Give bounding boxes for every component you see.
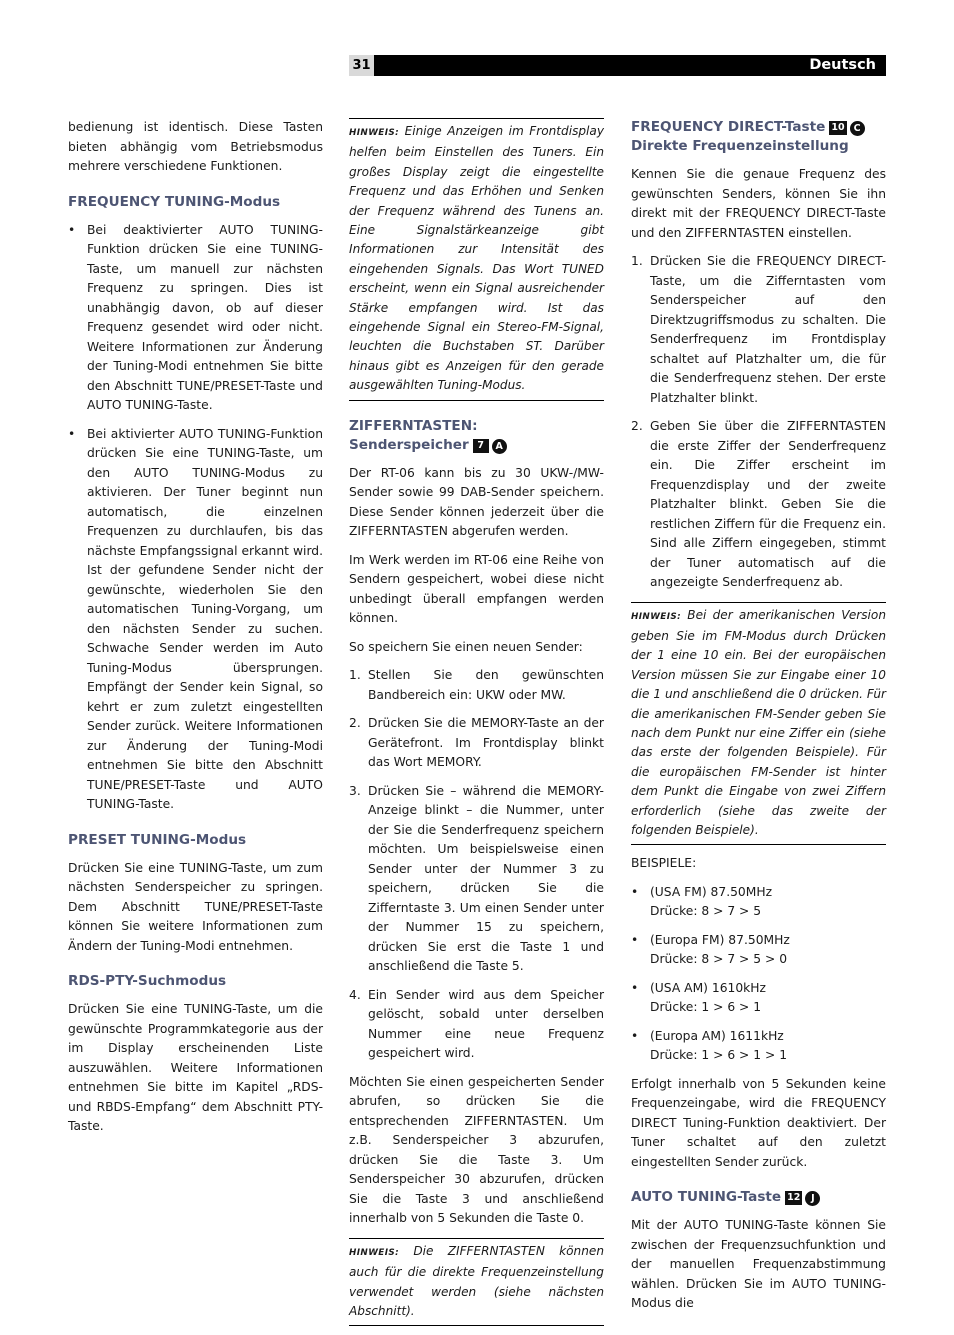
paragraph: Kennen Sie die genaue Frequenz des gewünschten Senders, können Sie ihn direkt mit der FREQUENCY DIRECT-Taste und den ZIFFERNTASTEN einstellen. [631,167,886,240]
key-number-badge: 12 [787,1192,801,1204]
page-header-bar [349,55,886,76]
frequency-direct-steps [631,252,886,593]
list-item: • Bei deaktivierter AUTO TUNING-Funktion drücken Sie eine TUNING-Taste, um manuell zur nächsten Frequenz zu springen. Dies ist unabhängig davon, ob auf dieser Frequenz gesendet wird oder nicht. Weitere Informationen zur Änderung der Tuning-Modi entnehmen Sie bitte den Abschnitt TUNE/PRESET-Taste und AUTO TUNING-Taste. [68,222,323,412]
note-text: Die ZIFFERNTASTEN können auch für die direkte Frequenzeinstellung verwendet werden (siehe nächsten Abschnitt). [349,1243,604,1318]
list-item: • (USA AM) 1610kHz Drücke: 1 > 6 > 1 [631,980,766,1015]
list-item: 4. Ein Sender wird aus dem Speicher gelöscht, sobald unter derselben Nummer eine neue Frequenz gespeichert wird. [349,987,604,1061]
note-tag: HINWEIS: [349,128,400,138]
frequency-tuning-heading: FREQUENCY TUNING-Modus [68,193,281,210]
note-box [349,118,604,401]
auto-tuning-heading: AUTO TUNING-Taste 12 J [631,1188,886,1207]
list-item: 2. Drücken Sie die MEMORY-Taste an der Gerätefront. Im Frontdisplay blinkt das Wort MEMORY. [349,716,604,770]
frequency-direct-heading: FREQUENCY DIRECT-Taste 10 C Direkte Frequenzeinstellung [631,118,886,156]
note-tag: HINWEIS: [349,1247,400,1258]
paragraph: Im Werk werden im RT-06 eine Reihe von Sendern gespeichert, wobei diese nicht unbedingt überall empfangen werden können. [349,552,604,626]
bullet-icon: • [68,222,76,237]
column-left [68,118,323,1146]
bullet-icon: • [631,884,639,899]
remote-key-badge: C [850,121,865,136]
key-number-badge: 10 [831,122,845,133]
zifferntasten-heading: ZIFFERNTASTEN: Senderspeicher 7 A [349,417,604,455]
paragraph: Erfolgt innerhalb von 5 Sekunden keine Frequenzeingabe, wird die FREQUENCY DIRECT Tuning-Funktion deaktiviert. Der Tuner schaltet auf den zuletzt eingestellten Sender zurück. [631,1076,886,1169]
remote-key-badge: J [805,1191,820,1206]
bullet-icon: • [631,932,639,947]
language-label: Deutsch [809,57,876,73]
note-box [631,602,886,846]
note-text: Einige Anzeigen im Frontdisplay helfen beim Einstellen des Tuners. Ein großes Display zeigt die eingestellte Frequenz und das Erhöhen und Senken der Frequenz während des Tunens an. Eine Signalstärkeanzeige gibt Informationen zur Intensität des eingehenden Signals. Das Wort TUNED erscheint, wenn ein Signal ausreichender Stärke empfangen wird. Ist das eingehende Signal ein Stereo-FM-Signal, leuchten die Buchstaben ST. Darüber hinaus gibt es Anzeigen für den gerade ausgewählten Tuning-Modus. [349,124,604,393]
frequency-tuning-list [68,221,323,815]
examples-label: BEISPIELE: [631,856,697,871]
list-item: • (Europa AM) 1611kHz Drücke: 1 > 6 > 1 > 1 [631,1028,788,1063]
column-right [631,118,886,1323]
list-item: 3. Drücken Sie – während die MEMORY-Anzeige blinkt – die Nummer, unter der Sie die Senderfrequenz speichern möchten. Um beispielsweise einen Sender unter der Nummer 3 zu speichern, drücken Sie die Zifferntaste 3. Um einen Sender unter der Nummer 15 zu speichern, drücken Sie erst die Taste 1 und anschließend die Taste 5. [349,783,604,974]
remote-key-badge: A [492,439,507,454]
preset-tuning-heading: PRESET TUNING-Modus [68,831,247,848]
key-number-badge: 7 [473,439,489,453]
rds-pty-paragraph: Drücken Sie eine TUNING-Taste, um die gewünschte Programmkategorie aus der im Display erscheinenden Liste auszuwählen. Weitere Informationen entnehmen Sie bitte im Kapitel „RDS- und RBDS-Empfang“ dem Abschnitt PTY-Taste. [68,1002,323,1133]
list-item: 1. Stellen Sie den gewünschten Bandbereich ein: UKW oder MW. [349,668,604,702]
intro-paragraph: bedienung ist identisch. Diese Tasten bieten abhängig vom Betriebsmodus mehrere verschiedene Funktionen. [68,120,323,173]
paragraph: Der RT-06 kann bis zu 30 UKW-/MW-Sender sowie 99 DAB-Sender speichern. Diese Sender können jederzeit über die ZIFFERNTASTEN abgerufen werden. [349,465,604,539]
list-item: • (Europa FM) 87.50MHz Drücke: 8 > 7 > 5 > 0 [631,932,790,967]
store-steps-list [349,666,604,1064]
page-number: 31 [349,55,374,76]
list-item: • (USA FM) 87.50MHz Drücke: 8 > 7 > 5 [631,884,773,919]
paragraph: So speichern Sie einen neuen Sender: [349,639,583,654]
paragraph: Mit der AUTO TUNING-Taste können Sie zwischen der Frequenzsuchfunktion und der manuellen Frequenzabstimmung wählen. Drücken Sie im AUTO TUNING-Modus die [631,1218,886,1311]
preset-tuning-paragraph: Drücken Sie eine TUNING-Taste, um zum nächsten Senderspeicher zu springen. Dem Abschnitt TUNE/PRESET-Taste können Sie weitere Informationen zum Ändern der Tuning-Modi entnehmen. [68,860,323,953]
list-item: • Bei aktivierter AUTO TUNING-Funktion drücken Sie eine TUNING-Taste, um den AUTO TUNING-Modus zu aktivieren. Der Tuner beginnt nun automatisch, die einzelnen Frequenzen zu durchlaufen, bis das nächste Empfangssignal erkannt wird. Ist der gefundene Sender nicht der gewünschte, wiederholen Sie den automatischen Tuning-Vorgang, um den nächsten Sender zu suchen. Schwache Sender werden im Auto Tuning-Modus übersprungen. Empfängt der Sender kein Signal, so kehrt er zum zuletzt eingestellten Sender zurück. Weitere Informationen zur Änderung der Tuning-Modi entnehmen Sie bitte den Abschnitt TUNE/PRESET-Taste und AUTO TUNING-Taste. [68,426,323,811]
paragraph: Möchten Sie einen gespeicherten Sender abrufen, so drücken Sie die entsprechenden ZIFFERNTASTEN. Um z.B. Senderspeicher 3 abzurufen, drücken Sie die Taste 3. Um Senderspeicher 30 abzurufen, drücken Sie die Taste 3 und anschließend innerhalb von 5 Sekunden die Taste 0. [349,1074,604,1226]
bullet-icon: • [68,426,76,441]
list-item: 2. Geben Sie über die ZIFFERNTASTEN die erste Ziffer der Senderfrequenz ein. Die Ziffer erscheint im Frequenzdisplay und der zweite Platzhalter blinkt. Geben Sie die restlichen Ziffern für die Frequenz ein. Sind alle Ziffern eingegeben, stimmt der Tuner automatisch auf die angezeigte Senderfrequenz ab. [631,419,886,589]
note-box [349,1238,604,1327]
note-tag: HINWEIS: [631,611,682,622]
bullet-icon: • [631,1028,639,1043]
column-middle [349,118,604,1335]
rds-pty-heading: RDS-PTY-Suchmodus [68,973,227,989]
list-item: 1. Drücken Sie die FREQUENCY DIRECT-Taste, um die Zifferntasten vom Senderspeicher auf den Direktzugriffsmodus zu schalten. Die Senderfrequenz im Frontdisplay schaltet auf Platzhalter um, die für die Senderfrequenz stehen. Der erste Platzhalter blinkt. [631,254,886,405]
note-text: Bei der amerikanischen Version geben Sie im FM-Modus durch Drücken der 1 eine 10 ein. Bei der europäischen Version müssen Sie zur Eingabe einer 10 die 1 und anschließend die 0 drücken. Für die amerikanischen FM-Sender geben Sie nach dem Punkt nur eine Ziffer ein (siehe das erste der folgenden Beispiele). Für die europäischen FM-Sender ist hinter dem Punkt die Eingabe von zwei Ziffern erforderlich (siehe das zweite der folgenden Beispiele). [631,607,886,837]
examples-list [631,883,886,1066]
bullet-icon: • [631,980,639,995]
